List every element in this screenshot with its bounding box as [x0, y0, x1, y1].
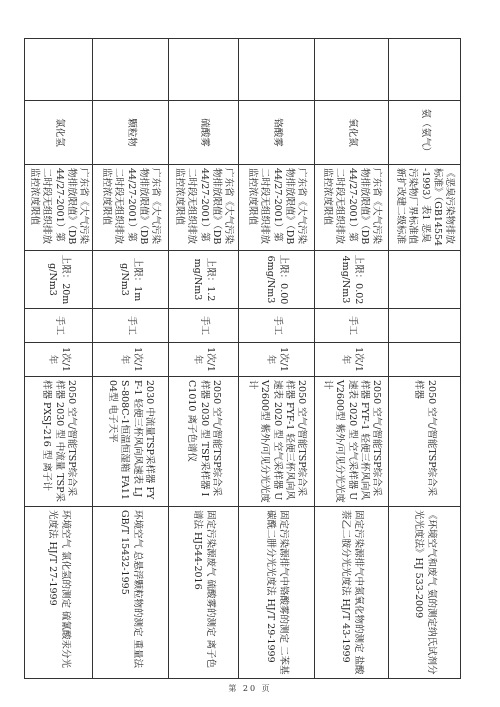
limit-cell: 上限：0.006mg/Nm3 [239, 251, 315, 309]
analysis-method-cell: 固定污染源排气中氮氧化物的测定 盐酸萘乙二胺分光光度法 HJ/T 43-1999 [315, 507, 389, 679]
frequency-cell: 1次/1年 [93, 343, 169, 377]
frequency-cell [389, 343, 461, 377]
standard-cell: 广东省《大气污染物排放限值》（DB44/27-2001）第二时段无组织排放监控浓度限值 [25, 165, 93, 251]
method-type-cell: 手工 [93, 309, 169, 343]
standard-cell: 广东省《大气污染物排放限值》（DB44/27-2001）第二时段无组织排放监控浓度限值 [239, 165, 315, 251]
frequency-cell: 1次/1年 [25, 343, 93, 377]
analysis-method-cell: 固定污染源废气 硫酸雾的测定 离子色谱法 HJ544-2016 [169, 507, 239, 679]
analysis-method-cell: 固定污染源排气中铬酸雾的测定 二苯基碳酰二肼分光光度法 HJ/T 29-1999 [239, 507, 315, 679]
monitoring-table [24, 38, 461, 679]
frequency-cell: 1次/1年 [169, 343, 239, 377]
limit-cell: 上限：1.2mg/Nm3 [169, 251, 239, 309]
standard-cell: 广东省《大气污染物排放限值》（DB44/27-2001）第二时段无组织排放监控浓度限值 [93, 165, 169, 251]
table-row [169, 39, 239, 679]
limit-cell: 上限：0.024mg/Nm3 [315, 251, 389, 309]
limit-cell [389, 251, 461, 309]
pollutant-cell: 颗粒物 [93, 101, 169, 165]
row-blank-cell [315, 39, 389, 101]
rotated-table-wrapper [25, 38, 461, 678]
row-blank-cell [169, 39, 239, 101]
instrument-cell: 2050 空气/智能TSP综合采样器 [389, 377, 461, 507]
instrument-cell: 2050 空气/智能TSP综合采样器 FYF-1 轻便三杯风向风速表 2020 型 空气采样器 UV2600型 紫外/可见分光光度计 [315, 377, 389, 507]
page-number: 第 20 页 [228, 684, 272, 693]
method-type-cell [389, 309, 461, 343]
frequency-cell: 1次/1年 [315, 343, 389, 377]
table-row [239, 39, 315, 679]
table-row [389, 39, 461, 679]
table-row [93, 39, 169, 679]
table-row [25, 39, 93, 679]
instrument-cell: 2050 空气/智能TSP综合采样器 2030 型 中流量 TSP采样器 PXSJ-216 型 离子计 [25, 377, 93, 507]
row-blank-cell [389, 39, 461, 101]
limit-cell: 上限：1mg/Nm3 [93, 251, 169, 309]
pollutant-cell: 氨（氨气） [389, 101, 461, 165]
analysis-method-cell: 《环境空气和废气 氨的测定纳氏试剂分光光度法》HJ 533-2009 [389, 507, 461, 679]
pollutant-cell: 氯化氢 [25, 101, 93, 165]
instrument-cell: 2050 空气/智能TSP综合采样器 2030 型 TSP采样器 IC1010 离子色谱仪 [169, 377, 239, 507]
pollutant-cell: 铬酸雾 [239, 101, 315, 165]
standard-cell: 《恶臭污染物排放标准》（GB14554-1993）表1 恶臭污染物厂界标准值新扩改建二级标准 [389, 165, 461, 251]
standard-cell: 广东省《大气污染物排放限值》（DB44/27-2001）第二时段无组织排放监控浓度限值 [315, 165, 389, 251]
analysis-method-cell: 环境空气 总悬浮颗粒物的测定 重量法 GB/T 15432-1995 [93, 507, 169, 679]
method-type-cell: 手工 [169, 309, 239, 343]
method-type-cell: 手工 [315, 309, 389, 343]
analysis-method-cell: 环境空气 氯化氢的测定 硫氰酸汞分光光度法 HJ/T 27-1999 [25, 507, 93, 679]
instrument-cell: 2030 中流量TSP采样器 FYF-1 轻便三杯风向风速表 LJS-808C-1恒温恒湿箱 FA1104型 电子天平 [93, 377, 169, 507]
method-type-cell: 手工 [239, 309, 315, 343]
pollutant-cell: 硫酸雾 [169, 101, 239, 165]
table-row [315, 39, 389, 679]
standard-cell: 广东省《大气污染物排放限值》（DB44/27-2001）第二时段无组织排放监控浓度限值 [169, 165, 239, 251]
frequency-cell: 1次/1年 [239, 343, 315, 377]
limit-cell: 上限：20mg/Nm3 [25, 251, 93, 309]
instrument-cell: 2050 空气/智能TSP综合采样器 FYF-1 轻便三杯风向风速表 2020 型 空气采样器 UV2600型 紫外/可见分光光度计 [239, 377, 315, 507]
row-blank-cell [25, 39, 93, 101]
method-type-cell: 手工 [25, 309, 93, 343]
row-blank-cell [239, 39, 315, 101]
row-blank-cell [93, 39, 169, 101]
pollutant-cell: 氧化氮 [315, 101, 389, 165]
